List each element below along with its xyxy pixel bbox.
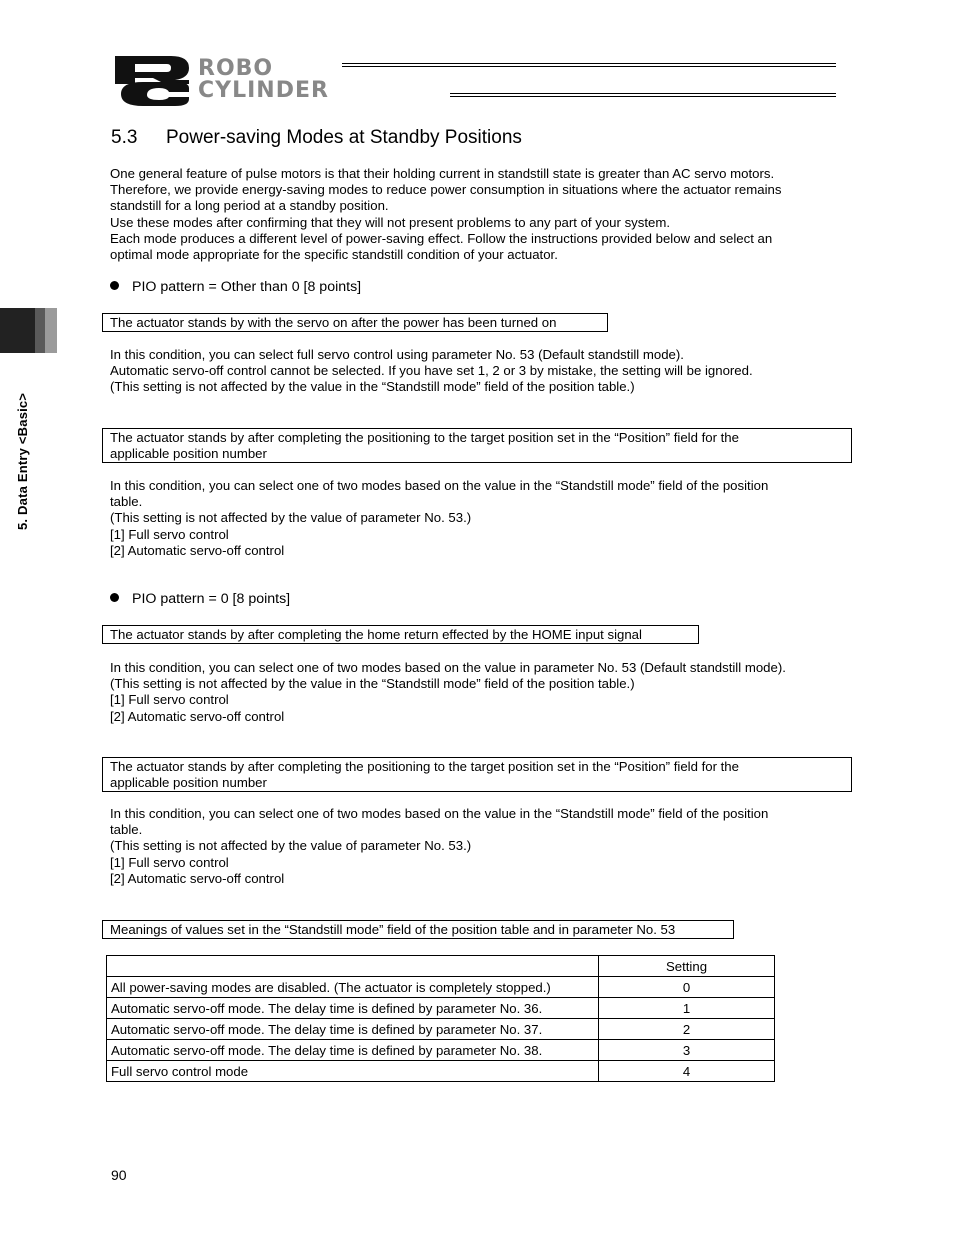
table-header-cell: Setting bbox=[599, 956, 775, 977]
text-line: In this condition, you can select full servo control using parameter No. 53 (Default standstill mode). bbox=[110, 347, 684, 362]
condition-box bbox=[102, 428, 852, 463]
condition-box bbox=[102, 625, 699, 644]
chapter-tab-marker bbox=[0, 308, 35, 353]
section-number: 5.3 bbox=[111, 127, 138, 148]
table-row bbox=[107, 1019, 775, 1040]
table-cell-description: All power-saving modes are disabled. (The actuator is completely stopped.) bbox=[107, 977, 599, 998]
logo-robo-text: ROBO bbox=[198, 56, 274, 81]
text-line: [2] Automatic servo-off control bbox=[110, 708, 285, 724]
condition-text: The actuator stands by after completing the positioning to the target position set in the “Position” field for the bbox=[110, 759, 739, 774]
text-line: table. bbox=[110, 494, 143, 510]
table-row bbox=[107, 998, 775, 1019]
condition-text: The actuator stands by after completing the positioning to the target position set in the “Position” field for the bbox=[110, 430, 739, 445]
text-line: table. bbox=[110, 822, 143, 838]
bullet-heading bbox=[110, 591, 290, 607]
table-cell-setting: 4 bbox=[599, 1061, 775, 1082]
text-line: standstill for a long period at a standby position. bbox=[110, 198, 389, 214]
text-line: (This setting is not affected by the value of parameter No. 53.) bbox=[110, 838, 472, 854]
condition-paragraph bbox=[110, 347, 840, 396]
condition-text: applicable position number bbox=[110, 775, 267, 790]
text-line: (This setting is not affected by the value in the “Standstill mode” field of the position table.) bbox=[110, 379, 635, 395]
header-rule bbox=[450, 93, 836, 94]
table-cell-setting: 3 bbox=[599, 1040, 775, 1061]
bullet-text: PIO pattern = Other than 0 [8 points] bbox=[132, 279, 362, 295]
text-line: [1] Full servo control bbox=[110, 854, 229, 870]
condition-paragraph bbox=[110, 478, 840, 559]
text-line: In this condition, you can select one of two modes based on the value in parameter No. 53 (Default standstill mode). bbox=[110, 660, 786, 675]
table-row bbox=[107, 1061, 775, 1082]
condition-text: The actuator stands by after completing the home return effected by the HOME input signal bbox=[110, 627, 642, 642]
table-caption-box bbox=[102, 920, 734, 939]
text-line: [1] Full servo control bbox=[110, 692, 229, 708]
section-heading bbox=[111, 127, 522, 149]
text-line: Use these modes after confirming that they will not present problems to any part of your system. bbox=[110, 214, 670, 230]
chapter-label: 5. Data Entry <Basic> bbox=[15, 392, 30, 530]
bullet-text: PIO pattern = 0 [8 points] bbox=[132, 591, 291, 607]
chapter-tab-marker bbox=[35, 308, 45, 353]
table-row bbox=[107, 977, 775, 998]
text-line: (This setting is not affected by the value in the “Standstill mode” field of the position table.) bbox=[110, 676, 635, 692]
text-line: optimal mode appropriate for the specific standstill condition of your actuator. bbox=[110, 247, 558, 263]
condition-text: The actuator stands by with the servo on after the power has been turned on bbox=[110, 315, 557, 330]
text-line: One general feature of pulse motors is that their holding current in standstill state is greater than AC servo motors. bbox=[110, 166, 775, 181]
table-row bbox=[107, 1040, 775, 1061]
text-line: (This setting is not affected by the value of parameter No. 53.) bbox=[110, 510, 472, 526]
text-line: Therefore, we provide energy-saving modes to reduce power consumption in situations where the actuator remains bbox=[110, 182, 782, 198]
text-line: Automatic servo-off control cannot be selected. If you have set 1, 2 or 3 by mistake, the setting will be ignored. bbox=[110, 363, 753, 379]
section-title: Power-saving Modes at Standby Positions bbox=[166, 127, 522, 148]
table-header-cell bbox=[107, 956, 599, 977]
logo-cylinder-text: CYLINDER bbox=[198, 78, 329, 103]
condition-box bbox=[102, 757, 852, 792]
intro-paragraph bbox=[110, 166, 840, 263]
text-line: In this condition, you can select one of two modes based on the value in the “Standstill mode” field of the position bbox=[110, 478, 769, 493]
header-rule bbox=[450, 96, 836, 97]
chapter-tab-marker bbox=[45, 308, 57, 353]
header-rule bbox=[342, 63, 836, 64]
table-caption: Meanings of values set in the “Standstill mode” field of the position table and in parameter No. 53 bbox=[110, 922, 676, 937]
table-cell-description: Full servo control mode bbox=[107, 1061, 599, 1082]
table-cell-description: Automatic servo-off mode. The delay time is defined by parameter No. 37. bbox=[107, 1019, 599, 1040]
text-line: [2] Automatic servo-off control bbox=[110, 542, 285, 558]
bullet-heading bbox=[110, 279, 361, 295]
bullet-icon bbox=[110, 593, 119, 602]
page-number: 90 bbox=[111, 1167, 127, 1183]
text-line: Each mode produces a different level of power-saving effect. Follow the instructions provided below and select an bbox=[110, 230, 773, 246]
text-line: [1] Full servo control bbox=[110, 526, 229, 542]
table-header-row bbox=[107, 956, 775, 977]
condition-paragraph bbox=[110, 806, 840, 887]
condition-box bbox=[102, 313, 608, 332]
text-line: In this condition, you can select one of two modes based on the value in the “Standstill mode” field of the position bbox=[110, 806, 769, 821]
header-rule bbox=[342, 66, 836, 67]
table-cell-setting: 1 bbox=[599, 998, 775, 1019]
rc-logo-icon bbox=[113, 54, 191, 106]
condition-text: applicable position number bbox=[110, 446, 267, 461]
text-line: [2] Automatic servo-off control bbox=[110, 870, 285, 886]
table-cell-setting: 2 bbox=[599, 1019, 775, 1040]
standstill-mode-table bbox=[106, 955, 775, 1082]
table-cell-description: Automatic servo-off mode. The delay time is defined by parameter No. 38. bbox=[107, 1040, 599, 1061]
table-cell-setting: 0 bbox=[599, 977, 775, 998]
table-cell-description: Automatic servo-off mode. The delay time is defined by parameter No. 36. bbox=[107, 998, 599, 1019]
condition-paragraph bbox=[110, 660, 840, 725]
bullet-icon bbox=[110, 281, 119, 290]
